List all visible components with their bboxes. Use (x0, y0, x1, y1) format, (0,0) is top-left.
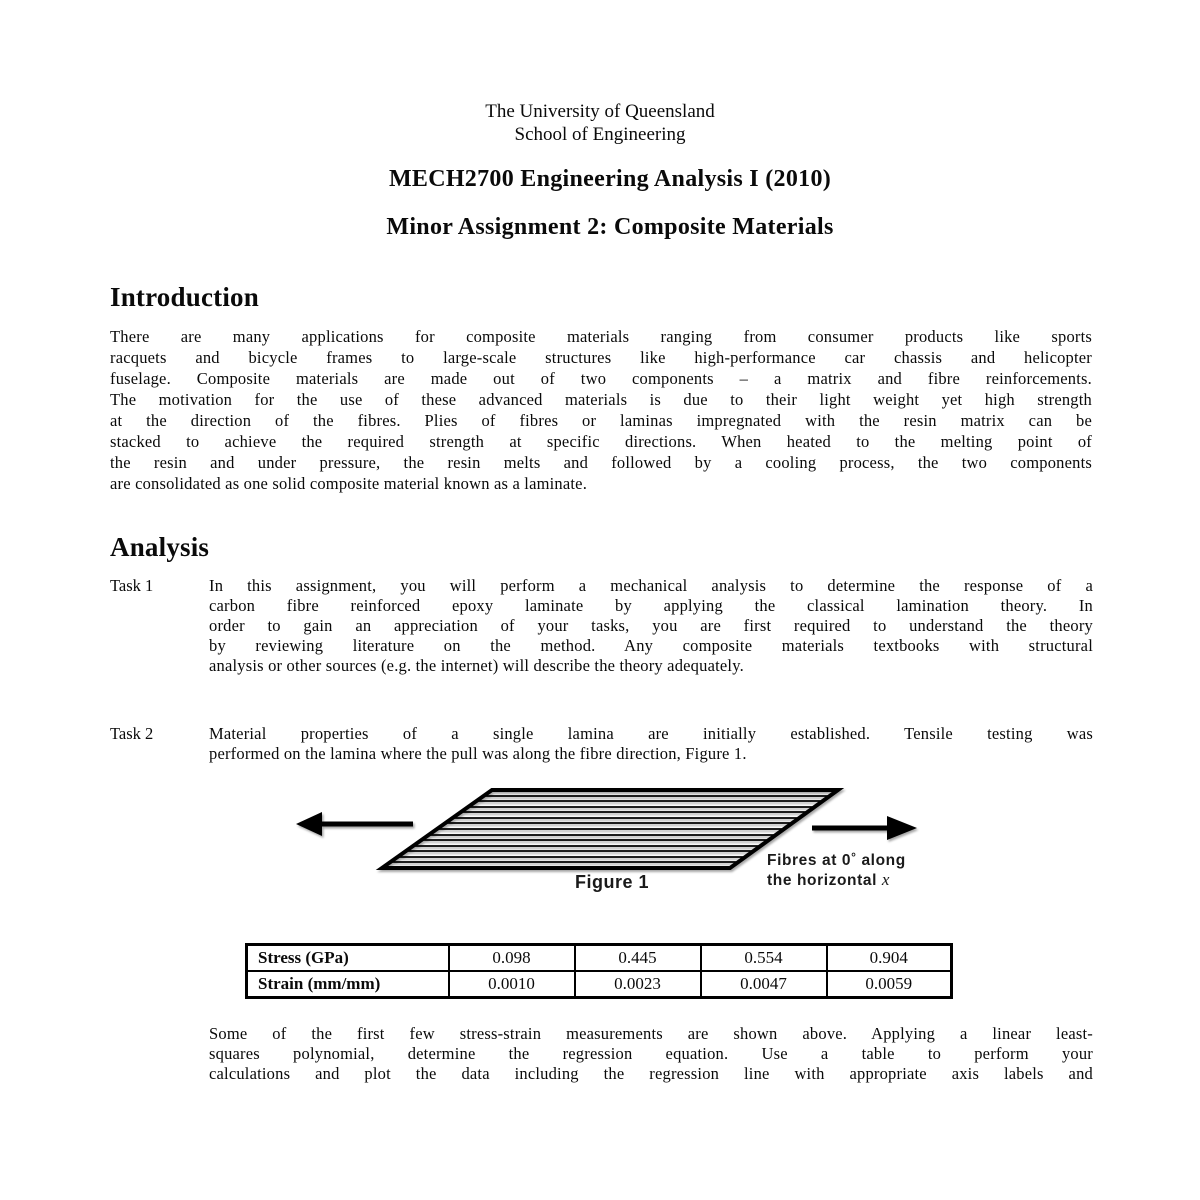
text-line: There are many applications for composite materials ranging from consumer products like sports (110, 327, 1092, 346)
task1-label: Task 1 (110, 576, 154, 595)
assignment-title: Minor Assignment 2: Composite Materials (386, 214, 834, 240)
introduction-heading: Introduction (110, 282, 259, 312)
text-line: squares polynomial, determine the regression equation. Use a table to perform your (209, 1044, 1093, 1063)
right-arrow-icon (812, 816, 917, 840)
text-line: calculations and plot the data including the regression line with appropriate axis labels and (209, 1064, 1093, 1083)
annotation-line-2: the horizontal x (767, 870, 891, 889)
text-line: stacked to achieve the required strength at specific directions. When heated to the melting point of (110, 432, 1092, 451)
x-axis-variable: x (881, 870, 891, 889)
text-line: by reviewing literature on the method. Any composite materials textbooks with structural (209, 636, 1093, 655)
table-cell: 0.904 (827, 945, 952, 972)
table-cell: 0.0059 (827, 971, 952, 998)
table-cell: 0.445 (575, 945, 701, 972)
table-row (247, 971, 952, 998)
row-header: Stress (GPa) (247, 945, 449, 972)
text-line: the resin and under pressure, the resin melts and followed by a cooling process, the two components (110, 453, 1092, 472)
course-title: MECH2700 Engineering Analysis I (2010) (388, 166, 832, 192)
table-cell: 0.554 (701, 945, 827, 972)
text-line: In this assignment, you will perform a mechanical analysis to determine the response of a (209, 576, 1093, 595)
stress-strain-table (245, 943, 953, 999)
text-line: Material properties of a single lamina are initially established. Tensile testing was (209, 724, 1093, 743)
institution-line: The University of Queensland (485, 101, 715, 122)
table-cell: 0.098 (449, 945, 575, 972)
text-line: order to gain an appreciation of your tasks, you are first required to understand the theory (209, 616, 1093, 635)
text-line: at the direction of the fibres. Plies of fibres or laminas impregnated with the resin matrix can be (110, 411, 1092, 430)
text-line: The motivation for the use of these advanced materials is due to their light weight yet high strength (110, 390, 1092, 409)
row-header: Strain (mm/mm) (247, 971, 449, 998)
school-line: School of Engineering (514, 124, 686, 145)
task1-paragraph (209, 576, 1093, 676)
text-line: Some of the first few stress-strain measurements are shown above. Applying a linear least- (209, 1024, 1093, 1043)
degree-symbol: ° (851, 850, 857, 864)
figure-caption: Figure 1 (575, 872, 650, 892)
text-line: fuselage. Composite materials are made out of two components – a matrix and fibre reinforcements. (110, 369, 1092, 388)
left-arrow-icon (296, 812, 413, 836)
table-cell: 0.0047 (701, 971, 827, 998)
text-line: performed on the lamina where the pull was along the fibre direction, Figure 1. (209, 744, 747, 763)
task2-paragraph (209, 724, 1093, 764)
analysis-heading: Analysis (110, 532, 210, 562)
figure-annotation (767, 848, 987, 890)
header (0, 100, 1200, 146)
table-cell: 0.0023 (575, 971, 701, 998)
annotation-line-1: Fibres at 0° along (767, 850, 906, 869)
table-cell: 0.0010 (449, 971, 575, 998)
text-line: racquets and bicycle frames to large-scale structures like high-performance car chassis and helicopter (110, 348, 1092, 367)
table-row (247, 945, 952, 972)
closing-paragraph (209, 1024, 1093, 1084)
text-line: analysis or other sources (e.g. the internet) will describe the theory adequately. (209, 656, 744, 675)
introduction-paragraph (110, 326, 1092, 494)
text-line: carbon fibre reinforced epoxy laminate by applying the classical lamination theory. In (209, 596, 1093, 615)
task2-label: Task 2 (110, 724, 154, 743)
text-line: are consolidated as one solid composite material known as a laminate. (110, 474, 588, 493)
